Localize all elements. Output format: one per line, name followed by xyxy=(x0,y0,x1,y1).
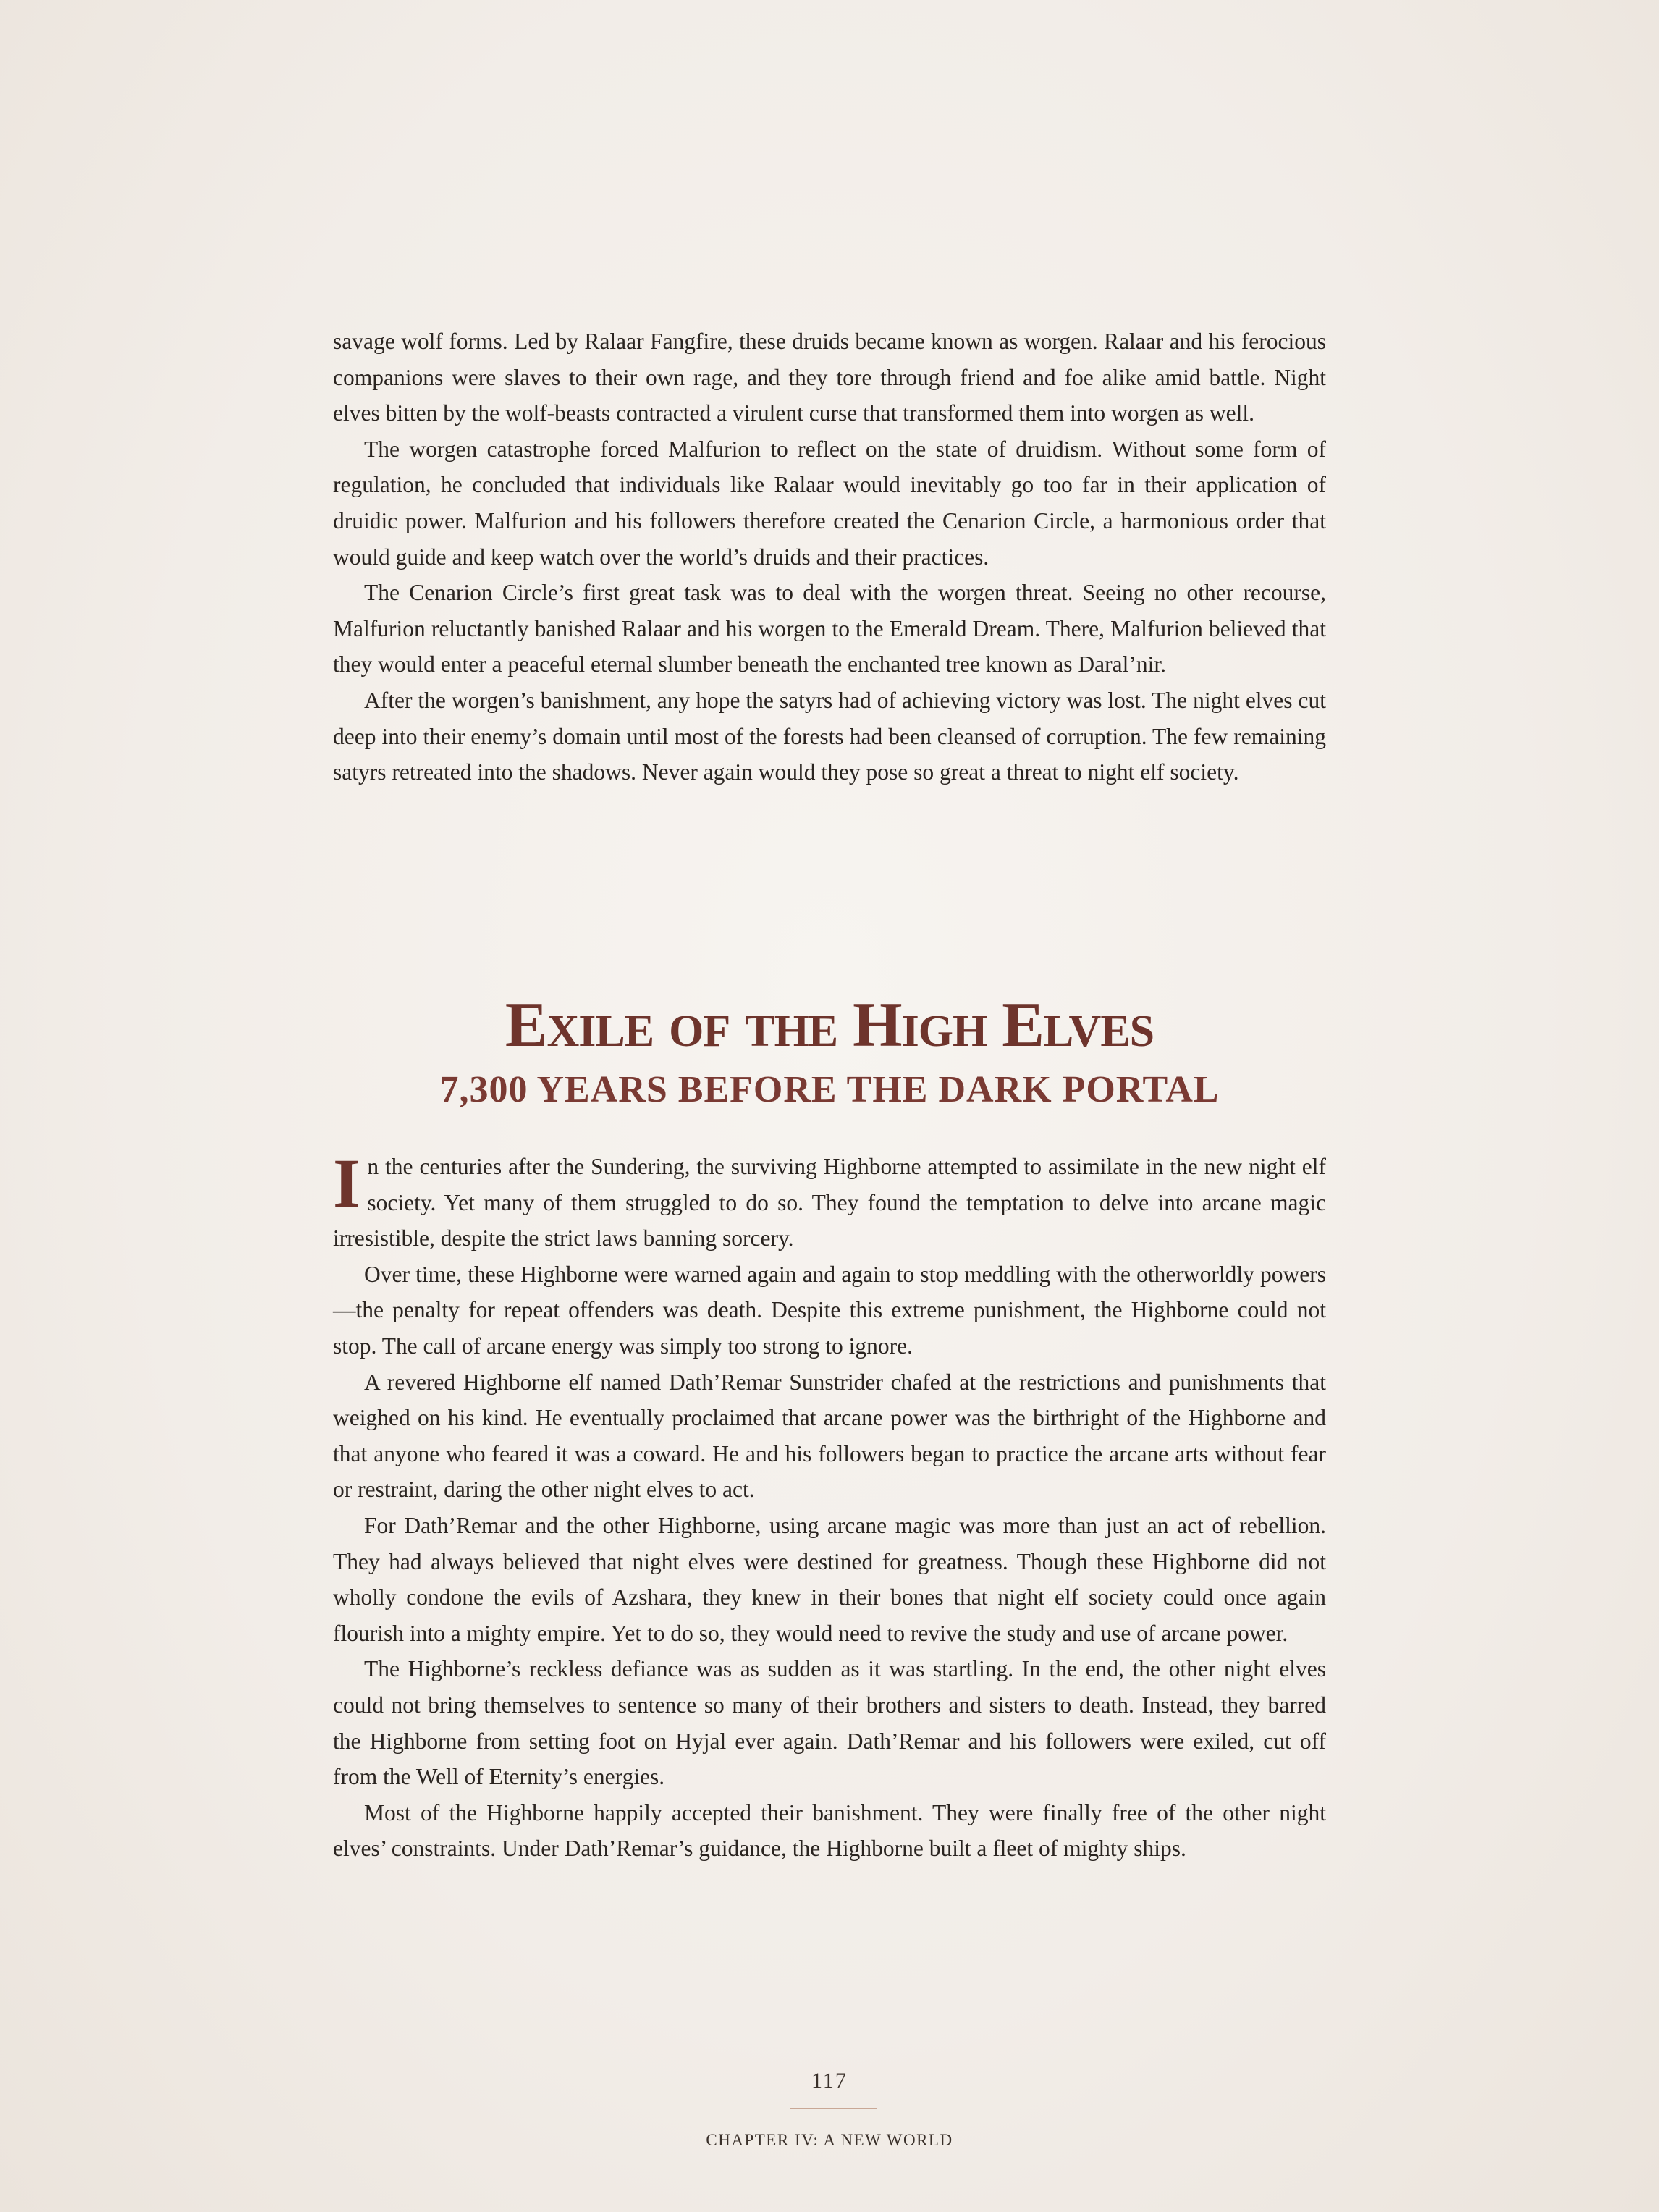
paragraph: savage wolf forms. Led by Ralaar Fangfire, these druids became known as worgen. Ralaar and his ferocious companions were slaves to their own rage, and they tore through friend and foe alike amid battle. Night elves bitten by the wolf-beasts contracted a virulent curse that transformed them into worgen as well. xyxy=(333,329,1326,426)
section-subtitle: 7,300 YEARS BEFORE THE DARK PORTAL xyxy=(439,1069,1220,1110)
drop-cap: I xyxy=(333,1144,360,1222)
first-paragraph xyxy=(333,1144,1326,1257)
footer-divider xyxy=(790,2108,877,2109)
paragraph: After the worgen’s banishment, any hope the satyrs had of achieving victory was lost. The night elves cut deep into their enemy’s domain until most of the forests had been cleansed of corruption. The few remaining satyrs retreated into the shadows. Never again would they pose so great a threat to night elf society. xyxy=(333,687,1326,785)
paragraph: For Dath’Remar and the other Highborne, using arcane magic was more than just an act of rebellion. They had always believed that night elves were destined for greatness. Though these Highborne did not wholly condone the evils of Azshara, they knew in their bones that night elf society could once again flourish into a mighty empire. Yet to do so, they would need to revive the study and use of arcane power. xyxy=(333,1512,1326,1646)
paragraph: The Cenarion Circle’s first great task was to deal with the worgen threat. Seeing no other recourse, Malfurion reluctantly banished Ralaar and his worgen to the Emerald Dream. There, Malfurion believed that they would enter a peaceful eternal slumber beneath the enchanted tree known as Daral’nir. xyxy=(333,580,1326,677)
top-text-block xyxy=(333,324,1326,790)
paragraph: Over time, these Highborne were warned again and again to stop meddling with the otherworldly powers—the penalty for repeat offenders was death. Despite this extreme punishment, the Highborne could not stop. The call of arcane energy was simply too strong to ignore. xyxy=(333,1261,1326,1359)
paragraph: The Highborne’s reckless defiance was as sudden as it was startling. In the end, the other night elves could not bring themselves to sentence so many of their brothers and sisters to death. Instead, they barred the Highborne from setting foot on Hyjal ever again. Dath’Remar and his followers were exiled, cut off from the Well of Eternity’s energies. xyxy=(333,1656,1326,1790)
section-title: Exile of the High Elves xyxy=(505,990,1154,1060)
first-paragraph-text: n the centuries after the Sundering, the surviving Highborne attempted to assimilate in the new night elf society. Yet many of them struggled to do so. They found the temptation to delve into arcane magic irresistible, despite the strict laws banning sorcery. xyxy=(333,1154,1326,1251)
chapter-label: CHAPTER IV: A NEW WORLD xyxy=(706,2131,953,2149)
section-text-block xyxy=(333,1144,1326,1867)
paragraph: Most of the Highborne happily accepted their banishment. They were finally free of the other night elves’ constraints. Under Dath’Remar’s guidance, the Highborne built a fleet of mighty ships. xyxy=(333,1799,1326,1862)
paragraph: A revered Highborne elf named Dath’Remar Sunstrider chafed at the restrictions and punishments that weighed on his kind. He eventually proclaimed that arcane power was the birthright of the Highborne and that anyone who feared it was a coward. He and his followers began to practice the arcane arts without fear or restraint, daring the other night elves to act. xyxy=(333,1369,1326,1503)
page-number: 117 xyxy=(811,2069,848,2093)
paragraph: The worgen catastrophe forced Malfurion to reflect on the state of druidism. Without some form of regulation, he concluded that individuals like Ralaar would inevitably go too far in their application of druidic power. Malfurion and his followers therefore created the Cenarion Circle, a harmonious order that would guide and keep watch over the world’s druids and their practices. xyxy=(333,436,1326,570)
